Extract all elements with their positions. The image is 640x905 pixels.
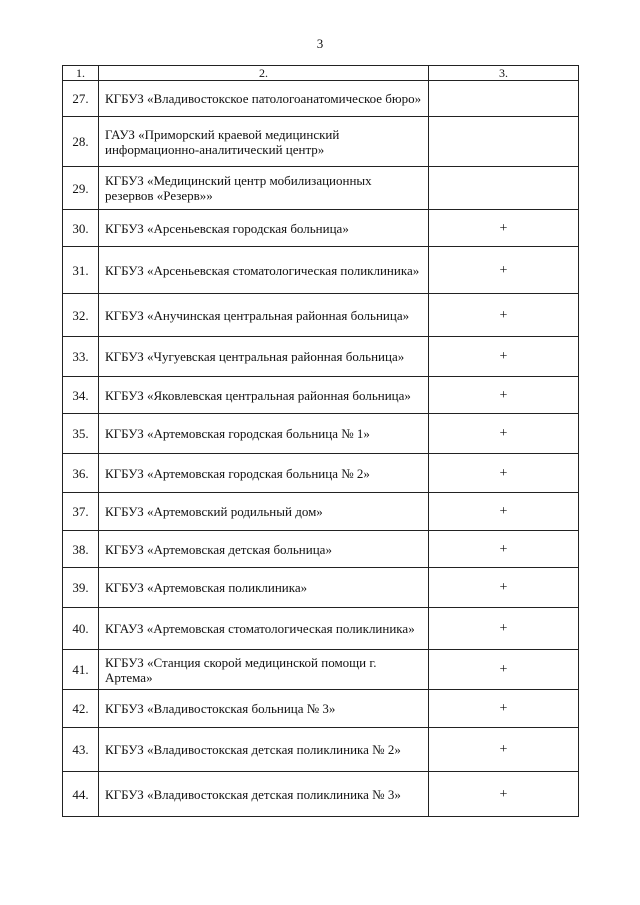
row-number: 41. [63, 650, 99, 690]
row-number: 38. [63, 531, 99, 568]
table-row [63, 728, 579, 772]
institution-name: КГБУЗ «Артемовская детская больница» [99, 531, 429, 568]
institution-name: ГАУЗ «Приморский краевой медицинский информационно-аналитический центр» [99, 117, 429, 167]
table-row [63, 608, 579, 650]
institution-name: КГАУЗ «Артемовская стоматологическая поликлиника» [99, 608, 429, 650]
institution-name: КГБУЗ «Артемовская городская больница № 2» [99, 454, 429, 493]
inclusion-mark: + [429, 690, 579, 728]
inclusion-mark: + [429, 772, 579, 817]
institution-name: КГБУЗ «Чугуевская центральная районная больница» [99, 337, 429, 377]
inclusion-mark: + [429, 531, 579, 568]
row-number: 43. [63, 728, 99, 772]
row-number: 40. [63, 608, 99, 650]
institution-name: КГБУЗ «Владивостокская детская поликлиника № 3» [99, 772, 429, 817]
inclusion-mark: + [429, 414, 579, 454]
table-row [63, 337, 579, 377]
header-col-3: 3. [429, 66, 579, 81]
table-row [63, 568, 579, 608]
institution-name: КГБУЗ «Владивостокское патологоанатомическое бюро» [99, 81, 429, 117]
row-number: 42. [63, 690, 99, 728]
table-row [63, 210, 579, 247]
table-row [63, 414, 579, 454]
table-row [63, 454, 579, 493]
table-row [63, 167, 579, 210]
institution-name: КГБУЗ «Арсеньевская стоматологическая поликлиника» [99, 247, 429, 294]
inclusion-mark [429, 167, 579, 210]
institution-name: КГБУЗ «Артемовская поликлиника» [99, 568, 429, 608]
row-number: 39. [63, 568, 99, 608]
table-row [63, 294, 579, 337]
institution-name: КГБУЗ «Артемовская городская больница № 1» [99, 414, 429, 454]
row-number: 36. [63, 454, 99, 493]
row-number: 31. [63, 247, 99, 294]
institution-name: КГБУЗ «Медицинский центр мобилизационных резервов «Резерв»» [99, 167, 429, 210]
table-row [63, 81, 579, 117]
inclusion-mark: + [429, 337, 579, 377]
inclusion-mark: + [429, 247, 579, 294]
inclusion-mark: + [429, 294, 579, 337]
row-number: 27. [63, 81, 99, 117]
institution-name: КГБУЗ «Анучинская центральная районная больница» [99, 294, 429, 337]
inclusion-mark: + [429, 210, 579, 247]
row-number: 33. [63, 337, 99, 377]
table-row [63, 690, 579, 728]
inclusion-mark: + [429, 728, 579, 772]
institution-name: КГБУЗ «Владивостокская детская поликлиника № 2» [99, 728, 429, 772]
inclusion-mark: + [429, 608, 579, 650]
row-number: 30. [63, 210, 99, 247]
row-number: 34. [63, 377, 99, 414]
inclusion-mark [429, 81, 579, 117]
table-header-row [63, 66, 579, 81]
table-row [63, 650, 579, 690]
row-number: 44. [63, 772, 99, 817]
row-number: 37. [63, 493, 99, 531]
table-row [63, 247, 579, 294]
institution-name: КГБУЗ «Станция скорой медицинской помощи г. Артема» [99, 650, 429, 690]
row-number: 35. [63, 414, 99, 454]
inclusion-mark [429, 117, 579, 167]
institution-name: КГБУЗ «Арсеньевская городская больница» [99, 210, 429, 247]
inclusion-mark: + [429, 377, 579, 414]
row-number: 29. [63, 167, 99, 210]
table-row [63, 772, 579, 817]
table-row [63, 117, 579, 167]
table-row [63, 493, 579, 531]
page-number: 3 [316, 36, 324, 51]
inclusion-mark: + [429, 650, 579, 690]
institution-name: КГБУЗ «Яковлевская центральная районная больница» [99, 377, 429, 414]
institutions-table [62, 65, 579, 817]
header-col-1: 1. [63, 66, 99, 81]
institution-name: КГБУЗ «Артемовский родильный дом» [99, 493, 429, 531]
inclusion-mark: + [429, 454, 579, 493]
row-number: 28. [63, 117, 99, 167]
institution-name: КГБУЗ «Владивостокская больница № 3» [99, 690, 429, 728]
inclusion-mark: + [429, 493, 579, 531]
inclusion-mark: + [429, 568, 579, 608]
table-row [63, 377, 579, 414]
table-row [63, 531, 579, 568]
header-col-2: 2. [99, 66, 429, 81]
row-number: 32. [63, 294, 99, 337]
